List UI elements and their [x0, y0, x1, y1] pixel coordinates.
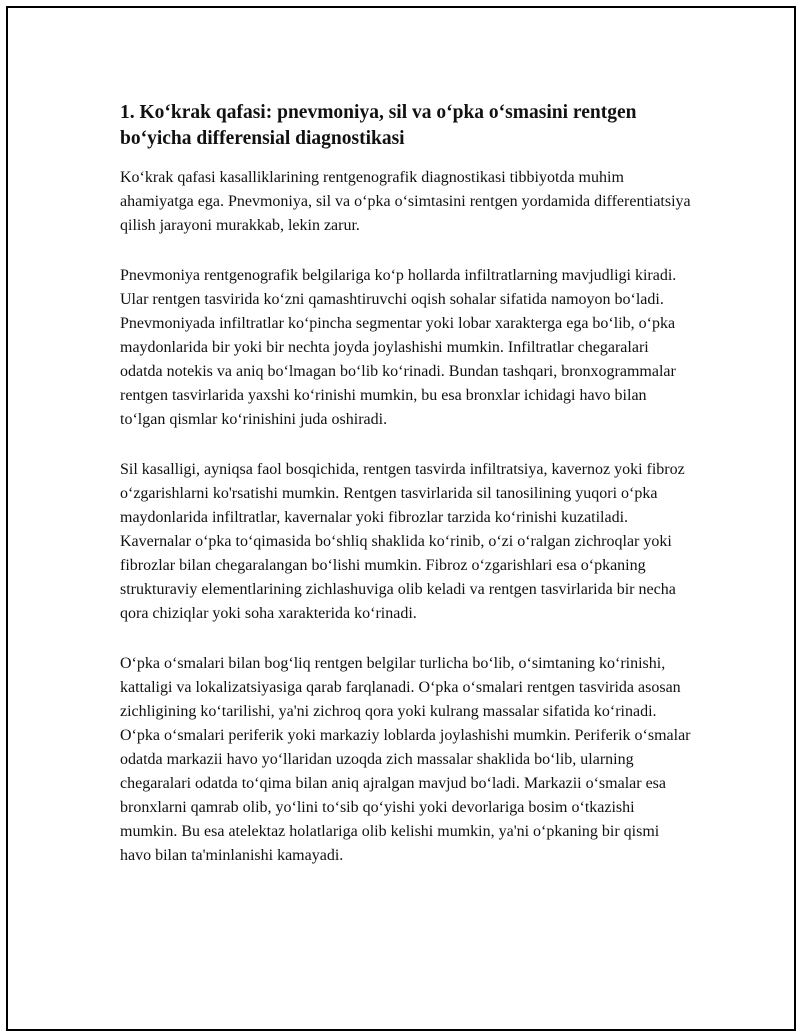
paragraph-tuberculosis: Sil kasalligi, ayniqsa faol bosqichida, rentgen tasvirda infiltratsiya, kavernoz yoki fibroz o‘zgarishlarni ko'rsatishi mumkin. Rentgen tasvirlarida sil tanosilining yuqori o‘pka maydonlarida infiltratlar, kavernalar yoki fibrozlar tarzida ko‘rinishi kuzatiladi. Kavernalar o‘pka to‘qimasida bo‘shliq shaklida ko‘rinib, o‘zi o‘ralgan zichroqlar yoki fibrozlar bilan chegaralangan bo‘lishi mumkin. Fibroz o‘zgarishlari esa o‘pkaning strukturaviy elementlarining zichlashuviga olib keladi va rentgen tasvirlarida bir necha qora chiziqlar yoki soha xarakterida ko‘rinadi. [120, 461, 685, 622]
section-title: 1. Ko‘krak qafasi: pnevmoniya, sil va o‘pka o‘smasini rentgen bo‘yicha differensial diagnostikasi [120, 102, 637, 149]
paragraph-lung-tumors: O‘pka o‘smalari bilan bog‘liq rentgen belgilar turlicha bo‘lib, o‘simtaning ko‘rinishi, kattaligi va lokalizatsiyasiga qarab farqlanadi. O‘pka o‘smalari rentgen tasvirida asosan zichligining ko‘tarilishi, ya'ni zichroq qora yoki kulrang massalar sifatida ko‘rinadi. O‘pka o‘smalari periferik yoki markaziy loblarda joylashishi mumkin. Periferik o‘smalar odatda markazii havo yo‘llaridan uzoqda zich massalar shaklida bo‘lib, ularning chegaralari odatda to‘qima bilan aniq ajralgan mavjud bo‘ladi. Markazii o‘smalar esa bronxlarni qamrab olib, yo‘lini to‘sib qo‘yishi yoki devorlariga bosim o‘tkazishi mumkin. Bu esa atelektaz holatlariga olib kelishi mumkin, ya'ni o‘pkaning bir qismi havo bilan ta'minlanishi kamayadi. [120, 655, 691, 864]
paragraph-intro: Ko‘krak qafasi kasalliklarining rentgenografik diagnostikasi tibbiyotda muhim ahamiyatga ega. Pnevmoniya, sil va o‘pka o‘simtasini rentgen yordamida differentiatsiya qilish jarayoni murakkab, lekin zarur. [120, 169, 691, 234]
document-body [120, 100, 694, 894]
page-frame [6, 6, 796, 1031]
paragraph-pneumonia: Pnevmoniya rentgenografik belgilariga ko‘p hollarda infiltratlarning mavjudligi kiradi. Ular rentgen tasvirida ko‘zni qamashtiruvchi oqish sohalar sifatida namoyon bo‘ladi. Pnevmoniyada infiltratlar ko‘pincha segmentar yoki lobar xarakterga ega bo‘lib, o‘pka maydonlarida bir yoki bir nechta joyda joylashishi mumkin. Infiltratlar chegaralari odatda notekis va aniq bo‘lmagan bo‘lib ko‘rinadi. Bundan tashqari, bronxogrammalar rentgen tasvirlarida yaxshi ko‘rinishi mumkin, bu esa bronxlar ichidagi havo bilan to‘lgan qismlar ko‘rinishini juda oshiradi. [120, 267, 677, 428]
